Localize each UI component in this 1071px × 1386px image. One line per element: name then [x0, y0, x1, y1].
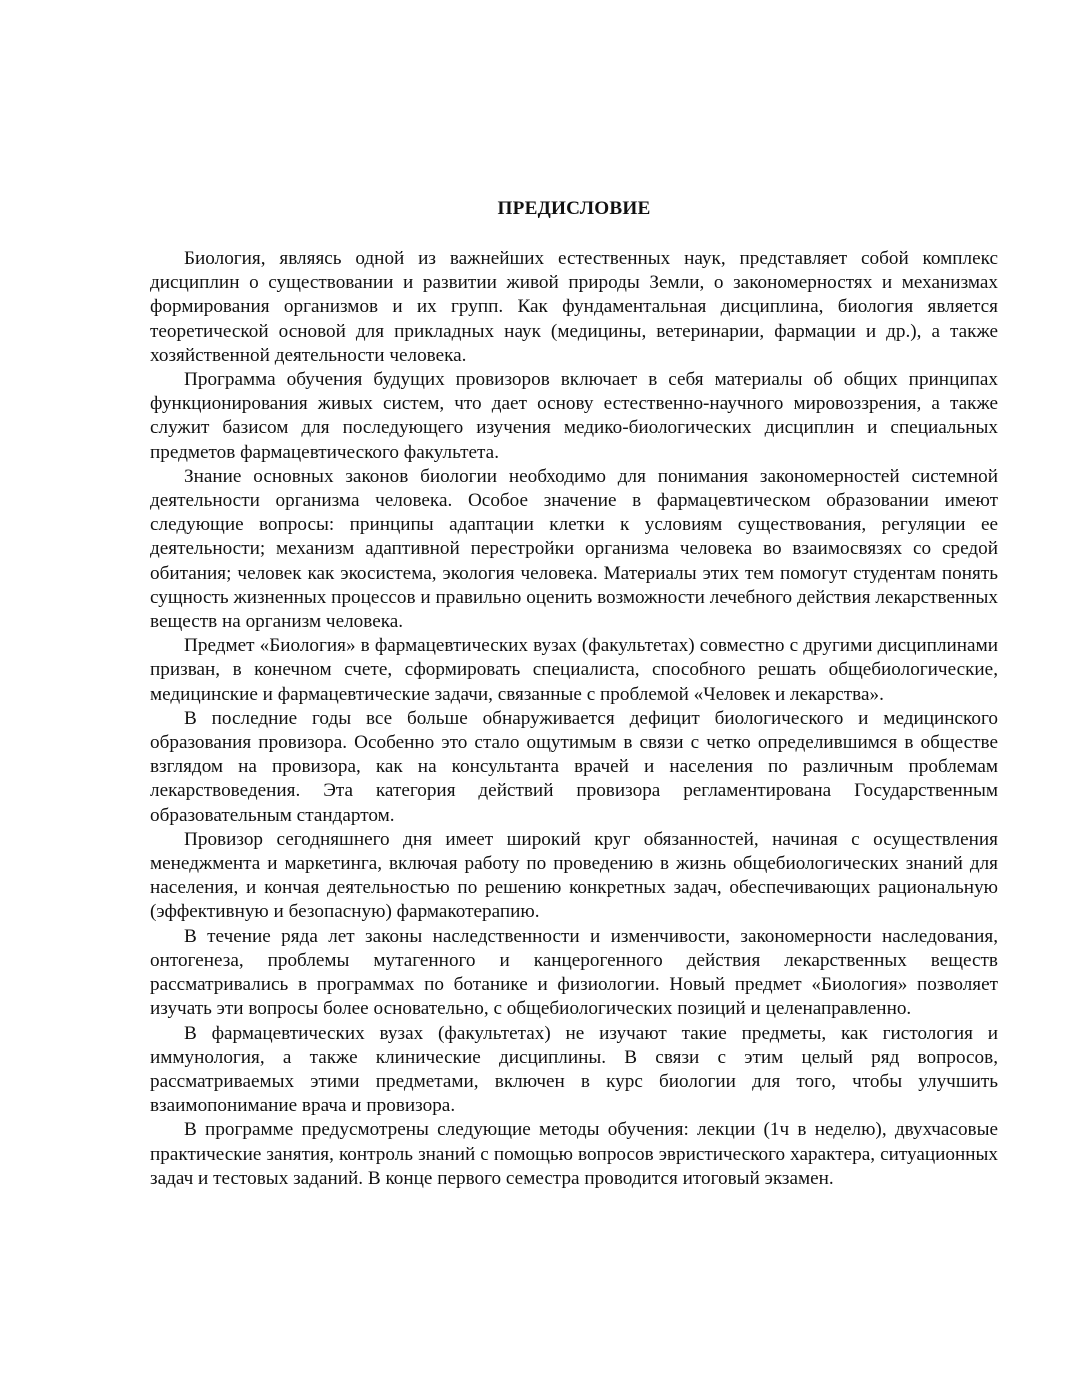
- paragraph: Знание основных законов биологии необходимо для понимания закономерностей системной деятельности организма человека. Особое значение в фармацевтическом образовании имеют следующие вопросы: принципы адаптации клетки к условиям существования, регуляции ее деятельности; механизм адаптивной перестройки организма человека во взаимосвязях со средой обитания; человек как экосистема, экология человека. Материалы этих тем помогут студентам понять сущность жизненных процессов и правильно оценить возможности лечебного действия лекарственных веществ на организм человека.: [150, 465, 998, 633]
- document-page: [150, 197, 998, 1191]
- paragraph: Программа обучения будущих провизоров включает в себя материалы об общих принципах функционирования живых систем, что дает основу естественно-научного мировоззрения, а также служит базисом для последующего изучения медико-биологических дисциплин и специальных предметов фармацевтического факультета.: [150, 369, 998, 463]
- paragraph: Биология, являясь одной из важнейших естественных наук, представляет собой комплекс дисциплин о существовании и развитии живой природы Земли, о закономерностях и механизмах формирования организмов и их групп. Как фундаментальная дисциплина, биология является теоретической основой для прикладных наук (медицины, ветеринарии, фармации и др.), а также хозяйственной деятельности человека.: [150, 248, 998, 366]
- paragraph: В программе предусмотрены следующие методы обучения: лекции (1ч в неделю), двухчасовые практические занятия, контроль знаний с помощью вопросов эвристического характера, ситуационных задач и тестовых заданий. В конце первого семестра проводится итоговый экзамен.: [150, 1119, 998, 1189]
- page-title: ПРЕДИСЛОВИЕ: [497, 198, 651, 219]
- paragraph: В фармацевтических вузах (факультетах) не изучают такие предметы, как гистология и иммунология, а также клинические дисциплины. В связи с этим целый ряд вопросов, рассматриваемых этими предметами, включен в курс биологии для того, чтобы улучшить взаимопонимание врача и провизора.: [150, 1022, 998, 1117]
- paragraph: В последние годы все больше обнаруживается дефицит биологического и медицинского образования провизора. Особенно это стало ощутимым в связи с четко определившимся в обществе взглядом на провизора, как на консультанта врачей и населения по различным проблемам лекарствоведения. Эта категория действий провизора регламентирована Государственным образовательным стандартом.: [150, 707, 998, 826]
- paragraph: Предмет «Биология» в фармацевтических вузах (факультетах) совместно с другими дисциплинами призван, в конечном счете, сформировать специалиста, способного решать общебиологические, медицинские и фармацевтические задачи, связанные с проблемой «Человек и лекарства».: [150, 635, 998, 705]
- paragraph: Провизор сегодняшнего дня имеет широкий круг обязанностей, начиная с осуществления менеджмента и маркетинга, включая работу по проведению в жизнь общебиологических знаний для населения, и кончая деятельностью по решению конкретных задач, обеспечивающих рациональную (эффективную и безопасную) фармакотерапию.: [150, 828, 998, 923]
- paragraph: В течение ряда лет законы наследственности и изменчивости, закономерности наследования, онтогенеза, проблемы мутагенного и канцерогенного действия лекарственных веществ рассматривались в программах по ботанике и физиологии. Новый предмет «Биология» позволяет изучать эти вопросы более основательно, с общебиологических позиций и целенаправленно.: [150, 925, 998, 1020]
